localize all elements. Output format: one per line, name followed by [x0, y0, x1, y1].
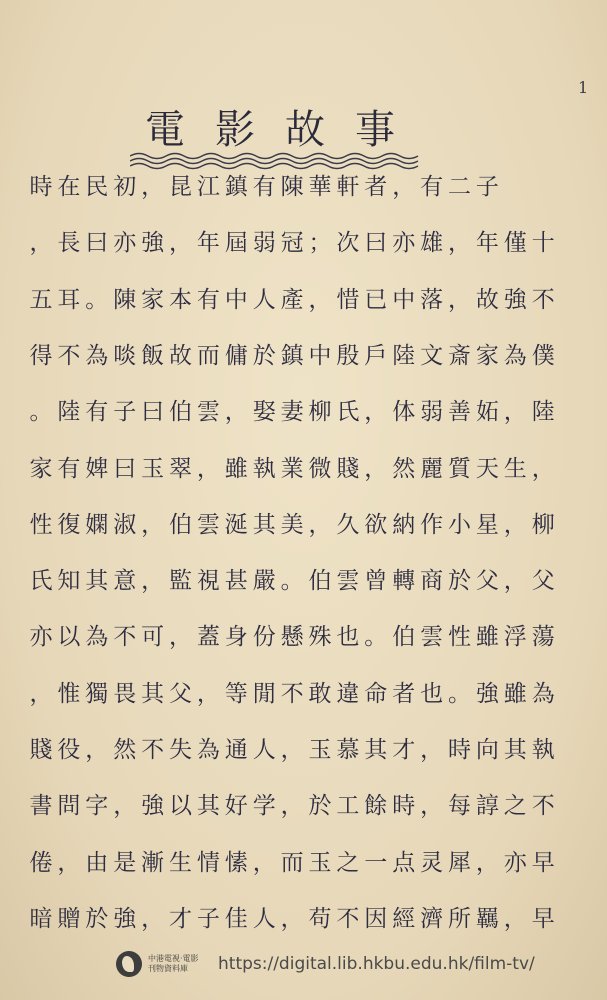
text-char: ， — [448, 286, 471, 313]
text-char: 不 — [57, 342, 81, 369]
text-char: 閒 — [252, 680, 276, 707]
text-line — [0, 904, 607, 934]
text-char: 其 — [252, 511, 276, 538]
text-char: ， — [252, 849, 276, 876]
text-char: 由 — [85, 849, 109, 876]
text-char: 為 — [531, 680, 555, 707]
text-char: 娶 — [252, 399, 276, 426]
text-char: 点 — [392, 849, 416, 876]
text-char: 也 — [336, 624, 360, 651]
text-char: 飯 — [141, 342, 165, 369]
text-char: 屆 — [224, 230, 248, 257]
text-char: 佳 — [224, 905, 248, 932]
text-char: 有 — [196, 286, 220, 313]
text-char: 。 — [364, 624, 388, 651]
text-char: 有 — [252, 174, 276, 200]
text-char: 犀 — [448, 849, 471, 876]
text-char: 本 — [169, 286, 192, 313]
text-char: 子 — [475, 174, 499, 200]
text-char: 役 — [57, 737, 81, 763]
text-char: 涎 — [224, 511, 248, 538]
text-char: 知 — [57, 568, 81, 595]
text-char: 弱 — [420, 399, 444, 426]
text-char: 以 — [57, 624, 81, 651]
text-char: 曰 — [113, 455, 137, 482]
text-char: 甚 — [224, 568, 248, 595]
text-char: ， — [503, 568, 527, 595]
text-char: 故 — [169, 342, 192, 369]
text-char: 者 — [364, 174, 388, 200]
text-char: 雖 — [224, 455, 248, 482]
text-char: 嫻 — [85, 511, 109, 538]
title-wave-underline-icon — [130, 150, 425, 172]
text-char: 妻 — [280, 399, 304, 426]
text-char: 等 — [224, 680, 248, 707]
text-line — [0, 228, 607, 258]
text-char: 雲 — [196, 399, 220, 426]
text-line — [0, 172, 607, 202]
text-line — [0, 397, 607, 427]
text-char: ， — [113, 793, 137, 820]
text-char: 雲 — [420, 624, 444, 651]
text-char: 微 — [308, 455, 332, 482]
text-char: 復 — [57, 511, 81, 538]
text-char: 產 — [280, 286, 304, 313]
text-char: 經 — [392, 905, 416, 932]
text-char: 灵 — [420, 849, 444, 876]
text-char: 落 — [420, 286, 444, 313]
text-char: 殷 — [336, 342, 360, 369]
text-char: 視 — [196, 568, 220, 595]
text-char: ， — [169, 624, 192, 651]
text-char: 中 — [224, 286, 248, 313]
text-char: 不 — [113, 624, 137, 651]
text-char: ， — [141, 568, 165, 595]
text-char: 失 — [169, 737, 192, 763]
text-char: 年 — [196, 230, 220, 257]
text-char: 餘 — [364, 793, 388, 820]
text-char: 而 — [280, 849, 304, 876]
watermark-org-line: 中港電視·電影 — [148, 954, 199, 963]
text-char: 有 — [420, 174, 444, 200]
text-char: 次 — [336, 230, 360, 257]
page-title — [145, 98, 395, 155]
text-char: 命 — [364, 680, 388, 707]
text-char: 份 — [252, 624, 276, 651]
text-char: 人 — [252, 737, 276, 763]
text-char: 華 — [308, 174, 332, 200]
watermark-url: https://digital.lib.hkbu.edu.hk/film-tv/ — [218, 954, 535, 974]
text-char: 也 — [420, 680, 444, 707]
text-char: 賤 — [29, 737, 53, 763]
text-char: 然 — [113, 737, 137, 763]
text-char: 書 — [29, 793, 53, 820]
text-char: ， — [420, 737, 444, 763]
text-char: 。 — [280, 568, 304, 595]
text-line — [0, 341, 607, 371]
text-char: 玉 — [308, 849, 332, 876]
text-char: 之 — [336, 849, 360, 876]
page-number: 1 — [578, 78, 589, 97]
text-char: 陳 — [280, 174, 304, 200]
text-char: 於 — [308, 793, 332, 820]
text-char: 雄 — [420, 230, 444, 257]
text-char: 玉 — [308, 737, 332, 763]
library-logo-icon — [116, 951, 142, 977]
text-char: ， — [503, 399, 527, 426]
text-char: 鎮 — [280, 342, 304, 369]
text-char: 曰 — [141, 399, 165, 426]
text-char: 有 — [85, 399, 109, 426]
text-char: 其 — [85, 568, 109, 595]
text-char: 強 — [503, 286, 527, 313]
text-char: ， — [169, 230, 192, 257]
text-char: ， — [531, 455, 555, 482]
text-char: 陸 — [57, 399, 81, 426]
watermark-org-line: 刊物資料庫 — [148, 964, 188, 973]
text-char: 才 — [392, 737, 416, 763]
text-char: 不 — [141, 737, 165, 763]
text-char: 故 — [475, 286, 499, 313]
text-char: 通 — [224, 737, 248, 763]
text-char: 僅 — [503, 230, 527, 257]
text-char: 伯 — [392, 624, 416, 651]
text-line — [0, 848, 607, 878]
text-char: 雖 — [503, 680, 527, 707]
text-char: 翠 — [169, 455, 192, 482]
text-char: 弱 — [252, 230, 276, 257]
text-char: 曾 — [364, 568, 388, 595]
text-line — [0, 735, 607, 765]
text-char: 濟 — [420, 905, 444, 932]
text-char: 不 — [531, 286, 555, 313]
text-char: 早 — [531, 905, 555, 932]
text-char: 嚴 — [252, 568, 276, 595]
text-char: 惟 — [57, 680, 81, 707]
text-char: 父 — [169, 680, 192, 707]
text-char: 之 — [503, 793, 527, 820]
text-char: 贈 — [57, 905, 81, 932]
text-char: 諄 — [475, 793, 499, 820]
text-line — [0, 510, 607, 540]
watermark-org — [148, 954, 210, 974]
text-char: 暗 — [29, 905, 53, 932]
text-char: ， — [280, 737, 304, 763]
text-char: 而 — [196, 342, 220, 369]
text-char: 為 — [196, 737, 220, 763]
text-char: 不 — [336, 905, 360, 932]
text-char: 漸 — [141, 849, 165, 876]
text-char: ， — [448, 230, 471, 257]
text-char: 強 — [475, 680, 499, 707]
text-char: 納 — [392, 511, 416, 538]
text-char: 惜 — [336, 286, 360, 313]
text-char: 蕩 — [531, 624, 555, 651]
text-char: 生 — [169, 849, 192, 876]
text-char: ， — [141, 511, 165, 538]
text-char: 亦 — [392, 230, 416, 257]
text-char: 獨 — [85, 680, 109, 707]
text-char: ； — [308, 230, 332, 257]
text-char: 伯 — [169, 399, 192, 426]
text-char: 江 — [196, 174, 220, 200]
text-char: 羈 — [475, 905, 499, 932]
library-watermark — [116, 950, 535, 978]
text-char: 伯 — [169, 511, 192, 538]
title-char: 故 — [285, 107, 325, 153]
text-char: 曰 — [85, 230, 109, 257]
text-char: 家 — [475, 342, 499, 369]
text-line — [0, 566, 607, 596]
text-char: 。 — [85, 286, 109, 313]
text-char: 美 — [280, 511, 304, 538]
text-char: 敢 — [308, 680, 332, 707]
text-char: 冠 — [280, 230, 304, 257]
text-char: 陳 — [113, 286, 137, 313]
text-char: 工 — [336, 793, 360, 820]
text-char: 中 — [308, 342, 332, 369]
text-char: 其 — [364, 737, 388, 763]
text-char: 。 — [29, 399, 53, 426]
text-char: 昆 — [169, 174, 192, 200]
text-char: ， — [503, 511, 527, 538]
text-char: 民 — [85, 174, 109, 200]
text-line — [0, 791, 607, 821]
text-char: 長 — [57, 230, 81, 257]
text-char: 作 — [420, 511, 444, 538]
text-char: 小 — [448, 511, 471, 538]
text-char: 鎮 — [224, 174, 248, 200]
title-char: 電 — [145, 107, 185, 153]
text-char: 星 — [475, 511, 499, 538]
text-char: 懸 — [280, 624, 304, 651]
text-char: ， — [196, 680, 220, 707]
text-char: 問 — [57, 793, 81, 820]
text-char: 妬 — [475, 399, 499, 426]
text-char: 於 — [252, 342, 276, 369]
text-char: ， — [141, 174, 165, 200]
text-char: 已 — [364, 286, 388, 313]
text-char: 畏 — [113, 680, 137, 707]
text-char: 雲 — [196, 511, 220, 538]
text-char: ， — [392, 174, 416, 200]
text-char: 玉 — [141, 455, 165, 482]
text-char: 浮 — [503, 624, 527, 651]
text-char: 然 — [392, 455, 416, 482]
text-char: ， — [503, 905, 527, 932]
text-char: ， — [280, 793, 304, 820]
text-char: 蓋 — [196, 624, 220, 651]
text-char: ， — [364, 455, 388, 482]
text-char: 情 — [196, 849, 220, 876]
text-char: 文 — [420, 342, 444, 369]
text-char: 一 — [364, 849, 388, 876]
text-char: 斎 — [448, 342, 471, 369]
text-char: ， — [29, 230, 53, 257]
text-char: 傭 — [224, 342, 248, 369]
text-char: 才 — [169, 905, 192, 932]
text-char: 年 — [475, 230, 499, 257]
title-char: 事 — [355, 107, 395, 153]
text-char: 強 — [113, 905, 137, 932]
text-char: 父 — [531, 568, 555, 595]
text-char: 違 — [336, 680, 360, 707]
text-char: 性 — [448, 624, 471, 651]
text-char: ， — [308, 511, 332, 538]
text-char: 執 — [252, 455, 276, 482]
text-char: 雲 — [336, 568, 360, 595]
text-char: 其 — [196, 793, 220, 820]
text-char: 執 — [531, 737, 555, 763]
text-char: 苟 — [308, 905, 332, 932]
text-char: 五 — [29, 286, 53, 313]
text-char: 是 — [113, 849, 137, 876]
text-char: 僕 — [531, 342, 555, 369]
text-char: 者 — [392, 680, 416, 707]
text-char: ， — [141, 905, 165, 932]
text-char: 倦 — [29, 849, 53, 876]
text-char: 雖 — [475, 624, 499, 651]
text-char: 於 — [85, 905, 109, 932]
text-char: 学 — [252, 793, 276, 820]
text-char: ， — [29, 680, 53, 707]
text-char: 陸 — [392, 342, 416, 369]
text-char: 其 — [141, 680, 165, 707]
text-char: 時 — [448, 737, 471, 763]
text-char: 每 — [448, 793, 471, 820]
text-char: 体 — [392, 399, 416, 426]
text-char: 陸 — [531, 399, 555, 426]
text-char: 善 — [448, 399, 471, 426]
text-char: 業 — [280, 455, 304, 482]
text-char: 十 — [531, 230, 555, 257]
text-char: 家 — [141, 286, 165, 313]
text-char: 轉 — [392, 568, 416, 595]
text-char: 在 — [57, 174, 81, 200]
text-char: 商 — [420, 568, 444, 595]
text-line — [0, 622, 607, 652]
text-char: 天 — [475, 455, 499, 482]
text-char: 身 — [224, 624, 248, 651]
text-char: 於 — [448, 568, 471, 595]
text-char: 人 — [252, 286, 276, 313]
text-char: 久 — [336, 511, 360, 538]
text-char: 向 — [475, 737, 499, 763]
text-char: 質 — [448, 455, 471, 482]
text-line — [0, 285, 607, 315]
text-line — [0, 679, 607, 709]
text-char: ， — [85, 737, 109, 763]
text-char: 生 — [503, 455, 527, 482]
text-char: 淑 — [113, 511, 137, 538]
text-char: ， — [196, 455, 220, 482]
text-char: ， — [475, 849, 499, 876]
text-char: ， — [280, 905, 304, 932]
text-char: 愫 — [224, 849, 248, 876]
text-char: 所 — [448, 905, 471, 932]
title-char: 影 — [215, 107, 255, 153]
text-char: 伯 — [308, 568, 332, 595]
text-char: 強 — [141, 793, 165, 820]
text-char: 戶 — [364, 342, 388, 369]
text-char: 子 — [196, 905, 220, 932]
text-char: 強 — [141, 230, 165, 257]
text-char: 子 — [113, 399, 137, 426]
text-char: 早 — [531, 849, 555, 876]
text-char: 因 — [364, 905, 388, 932]
text-char: 意 — [113, 568, 137, 595]
text-char: 得 — [29, 342, 53, 369]
text-char: 賤 — [336, 455, 360, 482]
text-char: 亦 — [503, 849, 527, 876]
text-char: 好 — [224, 793, 248, 820]
text-char: ， — [308, 286, 332, 313]
text-char: 時 — [29, 174, 53, 200]
text-char: 慕 — [336, 737, 360, 763]
text-char: 。 — [448, 680, 471, 707]
text-char: 時 — [392, 793, 416, 820]
text-char: 軒 — [336, 174, 360, 200]
text-char: ， — [420, 793, 444, 820]
text-char: 婢 — [85, 455, 109, 482]
text-char: 啖 — [113, 342, 137, 369]
text-char: 為 — [85, 624, 109, 651]
text-char: ， — [57, 849, 81, 876]
text-char: 殊 — [308, 624, 332, 651]
text-char: 亦 — [113, 230, 137, 257]
text-char: 柳 — [308, 399, 332, 426]
text-char: 耳 — [57, 286, 81, 313]
text-char: ， — [224, 399, 248, 426]
text-char: 氏 — [29, 568, 53, 595]
text-char: 欲 — [364, 511, 388, 538]
text-char: 性 — [29, 511, 53, 538]
text-char: 監 — [169, 568, 192, 595]
text-char: 有 — [57, 455, 81, 482]
text-char: 亦 — [29, 624, 53, 651]
text-char: 不 — [531, 793, 555, 820]
text-char: 曰 — [364, 230, 388, 257]
text-char: 家 — [29, 455, 53, 482]
text-char: 初 — [113, 174, 137, 200]
text-char: 字 — [85, 793, 109, 820]
text-char: 可 — [141, 624, 165, 651]
text-char: 氏 — [336, 399, 360, 426]
text-char: 父 — [475, 568, 499, 595]
text-char: 為 — [503, 342, 527, 369]
text-char: 人 — [252, 905, 276, 932]
text-char: 其 — [503, 737, 527, 763]
text-char: 柳 — [531, 511, 555, 538]
text-char: 二 — [448, 174, 471, 200]
text-char: 為 — [85, 342, 109, 369]
text-line — [0, 454, 607, 484]
text-char: 以 — [169, 793, 192, 820]
text-char: 中 — [392, 286, 416, 313]
text-char: 不 — [280, 680, 304, 707]
text-char: ， — [364, 399, 388, 426]
text-char: 麗 — [420, 455, 444, 482]
